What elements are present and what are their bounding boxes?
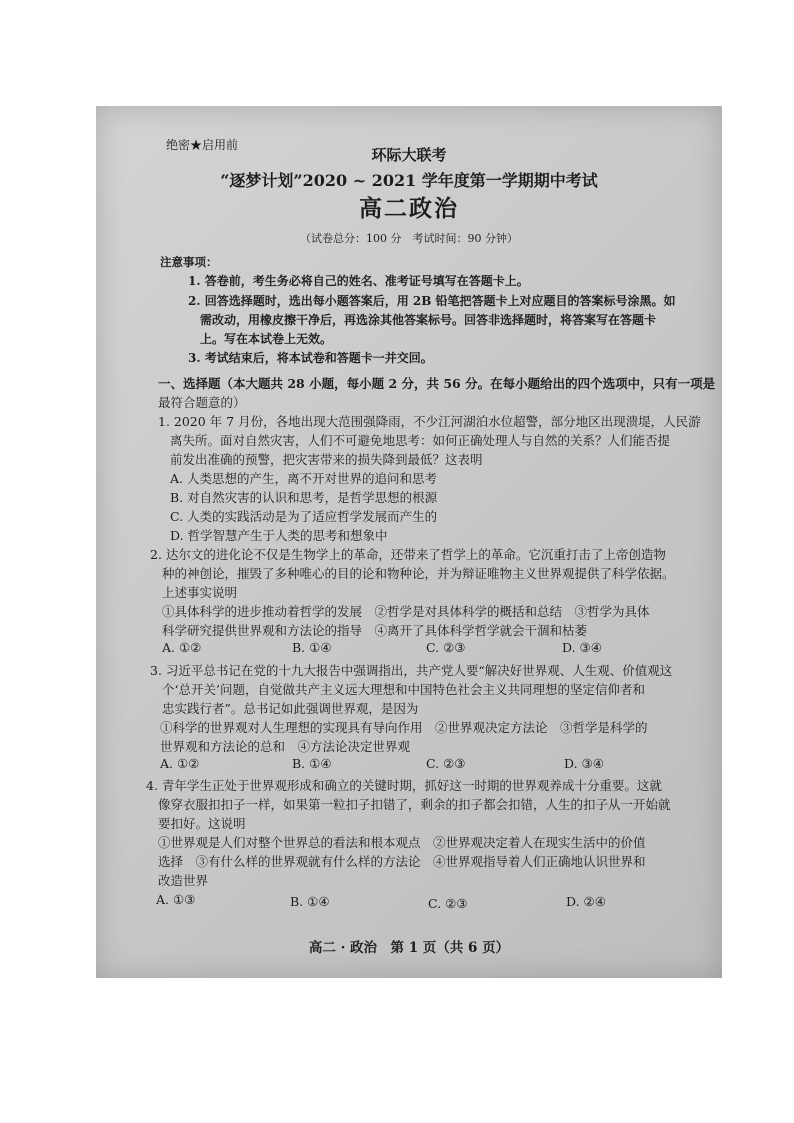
q2-option-c: C. ②③: [426, 640, 466, 655]
q1-stem: 离失所。面对自然灾害，人们不可避免地思考：如何正确处理人与自然的关系？人们能否提: [170, 433, 671, 448]
q4-option-d: D. ②④: [566, 894, 606, 909]
q4-option-a: A. ①③: [156, 892, 196, 907]
q2-stem: 上述事实说明: [162, 585, 238, 600]
q3-option-c: C. ②③: [426, 756, 466, 771]
q2-statements: ①具体科学的进步推动着哲学的发展 ②哲学是对具体科学的概括和总结 ③哲学为具体: [162, 604, 650, 619]
section-heading: 最符合题意的）: [158, 395, 246, 410]
q1-option: C. 人类的实践活动是为了适应哲学发展而产生的: [170, 509, 438, 524]
notes-title: 注意事项：: [160, 255, 218, 269]
note-line: 1. 答卷前，考生务必将自己的姓名、准考证号填写在答题卡上。: [188, 274, 529, 288]
q4-stem: 4. 青年学生正处于世界观形成和确立的关键时期，抓好这一时期的世界观养成十分重要。这就: [146, 778, 662, 793]
q4-stem: 要扣好。这说明: [158, 816, 246, 831]
q1-stem: 1. 2020 年 7 月份，各地出现大范围强降雨，不少江河湖泊水位超警，部分地区出现溃堤，人民游: [158, 414, 701, 429]
exam-page: [96, 106, 722, 978]
q3-statements: 世界观和方法论的总和 ④方法论决定世界观: [160, 739, 411, 754]
q2-option-b: B. ①④: [292, 640, 332, 655]
q3-statements: ①科学的世界观对人生理想的实现具有导向作用 ②世界观决定方法论 ③哲学是科学的: [160, 720, 648, 735]
page-footer: 高二 · 政治 第 1 页（共 6 页）: [308, 940, 510, 956]
q2-option-d: D. ③④: [562, 640, 602, 655]
note-line: 2. 回答选择题时，选出每小题答案后，用 2B 铅笔把答题卡上对应题目的答案标号涂黑。如: [188, 294, 676, 308]
exam-info: （试卷总分：100 分 考试时间：90 分钟）: [300, 232, 518, 245]
q4-statements: 改造世界: [158, 873, 209, 888]
note-line: 3. 考试结束后，将本试卷和答题卡一并交回。: [188, 351, 433, 365]
note-line: 上。写在本试卷上无效。: [200, 332, 333, 346]
q4-statements: ①世界观是人们对整个世界总的看法和根本观点 ②世界观决定着人在现实生活中的价值: [158, 835, 646, 850]
q2-stem: 2. 达尔文的进化论不仅是生物学上的革命，还带来了哲学上的革命。它沉重打击了上帝创造物: [150, 547, 666, 562]
exam-title: “逐梦计划”2020 ~ 2021 学年度第一学期期中考试: [220, 171, 598, 190]
confidential-label: 绝密★启用前: [166, 138, 239, 152]
q1-option: D. 哲学智慧产生于人类的思考和想象中: [170, 528, 388, 543]
q3-option-a: A. ①②: [160, 756, 200, 771]
q4-statements: 选择 ③有什么样的世界观就有什么样的方法论 ④世界观指导着人们正确地认识世界和: [158, 854, 646, 869]
q4-option-b: B. ①④: [290, 894, 330, 909]
q2-statements: 科学研究提供世界观和方法论的指导 ④离开了具体科学哲学就会干涸和枯萎: [162, 623, 588, 638]
q3-stem: 3. 习近平总书记在党的十九大报告中强调指出，共产党人要“解决好世界观、人生观、价值观这: [150, 663, 673, 678]
q3-stem: 忠实践行者”。总书记如此强调世界观，是因为: [162, 701, 419, 716]
note-line: 需改动，用橡皮擦干净后，再选涂其他答案标号。回答非选择题时，将答案写在答题卡: [200, 313, 657, 327]
q1-option: B. 对自然灾害的认识和思考，是哲学思想的根源: [170, 490, 438, 505]
q1-stem: 前发出准确的预警，把灾害带来的损失降到最低？这表明: [170, 452, 483, 467]
subject-title: 高二政治: [359, 195, 459, 222]
q3-option-d: D. ③④: [564, 756, 604, 771]
q3-option-b: B. ①④: [292, 756, 332, 771]
q1-option: A. 人类思想的产生，离不开对世界的追问和思考: [170, 471, 437, 486]
q3-stem: 个‘总开关’问题，自觉做共产主义远大理想和中国特色社会主义共同理想的坚定信仰者和: [162, 682, 645, 697]
union-title: 环际大联考: [371, 146, 447, 164]
q4-option-c: C. ②③: [428, 896, 468, 911]
section-heading: 一、选择题（本大题共 28 小题，每小题 2 分，共 56 分。在每小题给出的四个选项中，只有一项是: [158, 376, 716, 391]
q2-stem: 种的神创论，摧毁了多种唯心的目的论和物种论，并为辩证唯物主义世界观提供了科学依据。: [162, 566, 675, 581]
q2-option-a: A. ①②: [162, 640, 202, 655]
q4-stem: 像穿衣服扣扣子一样，如果第一粒扣子扣错了，剩余的扣子都会扣错，人生的扣子从一开始就: [158, 797, 671, 812]
